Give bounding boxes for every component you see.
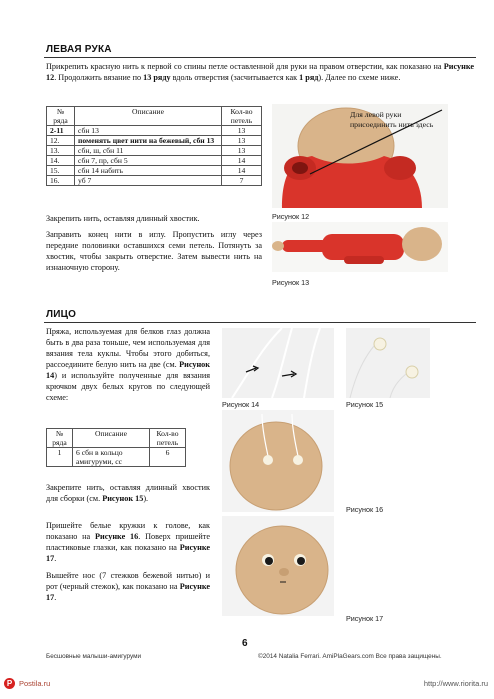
table-cell: 14 [222, 166, 262, 176]
footer-left: Бесшовные малыши-амигуруми [46, 653, 142, 660]
table-cell: уб 7 [75, 176, 222, 186]
col-header-desc: Описание [73, 429, 150, 448]
col-header-row: № ряда [47, 429, 73, 448]
figure-16-caption: Рисунок 16 [346, 505, 384, 514]
table-cell: 13. [47, 146, 75, 156]
photo-annotation: Для левой руки присоединить нить здесь [350, 110, 434, 129]
table-cell: 7 [222, 176, 262, 186]
section-rule [44, 322, 476, 323]
figure-15-caption: Рисунок 15 [346, 400, 384, 409]
figure-14-photo [222, 328, 334, 398]
face-tail-instructions: Закрепите нить, оставляя длинный хвостик для сборки (см. Рисунок 15). [46, 483, 210, 503]
left-arm-pattern-table [46, 106, 262, 186]
col-header-count: Кол-во петель [150, 429, 186, 448]
table-cell: 6 сбн в кольцо амигуруми, сс [73, 448, 150, 467]
table-row [47, 126, 262, 136]
figure-14-caption: Рисунок 14 [222, 400, 260, 409]
table-row [47, 136, 262, 146]
face-pattern-table [46, 428, 186, 467]
table-cell: 13 [222, 136, 262, 146]
face-yarn-instructions: Пряжа, используемая для белков глаз должна быть в два раза тоньше, чем используемая для вязания тела куклы. Чтобы этого добиться, рассоедините белую нить на две (см. Рисунок 14) и используйте полученные для вязания крючком двух белых кругов по следующей схеме: [46, 327, 210, 402]
footer-right: ©2014 Natalia Ferrari. AmiPlaGears.com Все права защищены. [258, 653, 442, 660]
section-title-left-arm: ЛЕВАЯ РУКА [46, 44, 112, 55]
section-rule [44, 57, 476, 58]
figure-15-photo [346, 328, 430, 398]
table-row [47, 448, 186, 467]
table-cell: сбн 13 [75, 126, 222, 136]
table-cell: 12. [47, 136, 75, 146]
table-row [47, 146, 262, 156]
table-row [47, 176, 262, 186]
left-arm-intro: Прикрепить красную нить к первой со спины петле оставленной для руки на правом отверстии, как показано на Рисунке 12. Продолжить вязание по 13 ряду вдоль отверстия (засчитывается как 1 ряд). Далее по схеме ниже. [46, 62, 474, 82]
pin-icon: P [4, 678, 15, 689]
closing-instructions: Заправить конец нити в иглу. Пропустить иглу через передние половинки оставшихся семи петель. Потянуть за хвостик, чтобы закрыть отверстие. Затем вывести нить на изнаночную сторону. [46, 230, 262, 272]
table-cell: 14 [222, 156, 262, 166]
table-cell: 13 [222, 146, 262, 156]
watermark-bar [0, 676, 494, 699]
figure-13-photo [272, 222, 448, 272]
figure-13-caption: Рисунок 13 [272, 278, 310, 287]
figure-12-caption: Рисунок 12 [272, 212, 310, 221]
table-row [47, 156, 262, 166]
table-header-row [47, 429, 186, 448]
table-header-row [47, 107, 262, 126]
page-number: 6 [242, 638, 248, 649]
table-cell: сбн 7, пр, сбн 5 [75, 156, 222, 166]
figure-17-caption: Рисунок 17 [346, 614, 384, 623]
col-header-desc: Описание [75, 107, 222, 126]
table-cell: сбн 14 набить [75, 166, 222, 176]
figure-17-photo [222, 516, 334, 616]
table-cell: 1 [47, 448, 73, 467]
table-cell: 13 [222, 126, 262, 136]
table-cell: 6 [150, 448, 186, 467]
table-cell: 2-11 [47, 126, 75, 136]
table-cell: поменять цвет нити на бежевый, сбн 13 [75, 136, 222, 146]
face-nose-instructions: Вышейте нос (7 стежков бежевой нитью) и рот (черный стежок), как показано на Рисунке 17. [46, 571, 210, 602]
figure-16-photo [222, 410, 334, 512]
fasten-off-note: Закрепить нить, оставляя длинный хвостик. [46, 214, 200, 223]
watermark-url[interactable]: http://www.riorita.ru [423, 679, 488, 688]
face-sew-instructions: Пришейте белые кружки к голове, как показано на Рисунке 16. Поверх пришейте пластиковые глазки, как показано на Рисунке 17. [46, 521, 210, 563]
col-header-row: № ряда [47, 107, 75, 126]
table-cell: 14. [47, 156, 75, 166]
watermark-site: Postila.ru [19, 679, 51, 688]
table-cell: 16. [47, 176, 75, 186]
col-header-count: Кол-во петель [222, 107, 262, 126]
table-cell: 15. [47, 166, 75, 176]
table-row [47, 166, 262, 176]
section-title-face: ЛИЦО [46, 309, 77, 320]
table-cell: сбн, ш, сбн 11 [75, 146, 222, 156]
